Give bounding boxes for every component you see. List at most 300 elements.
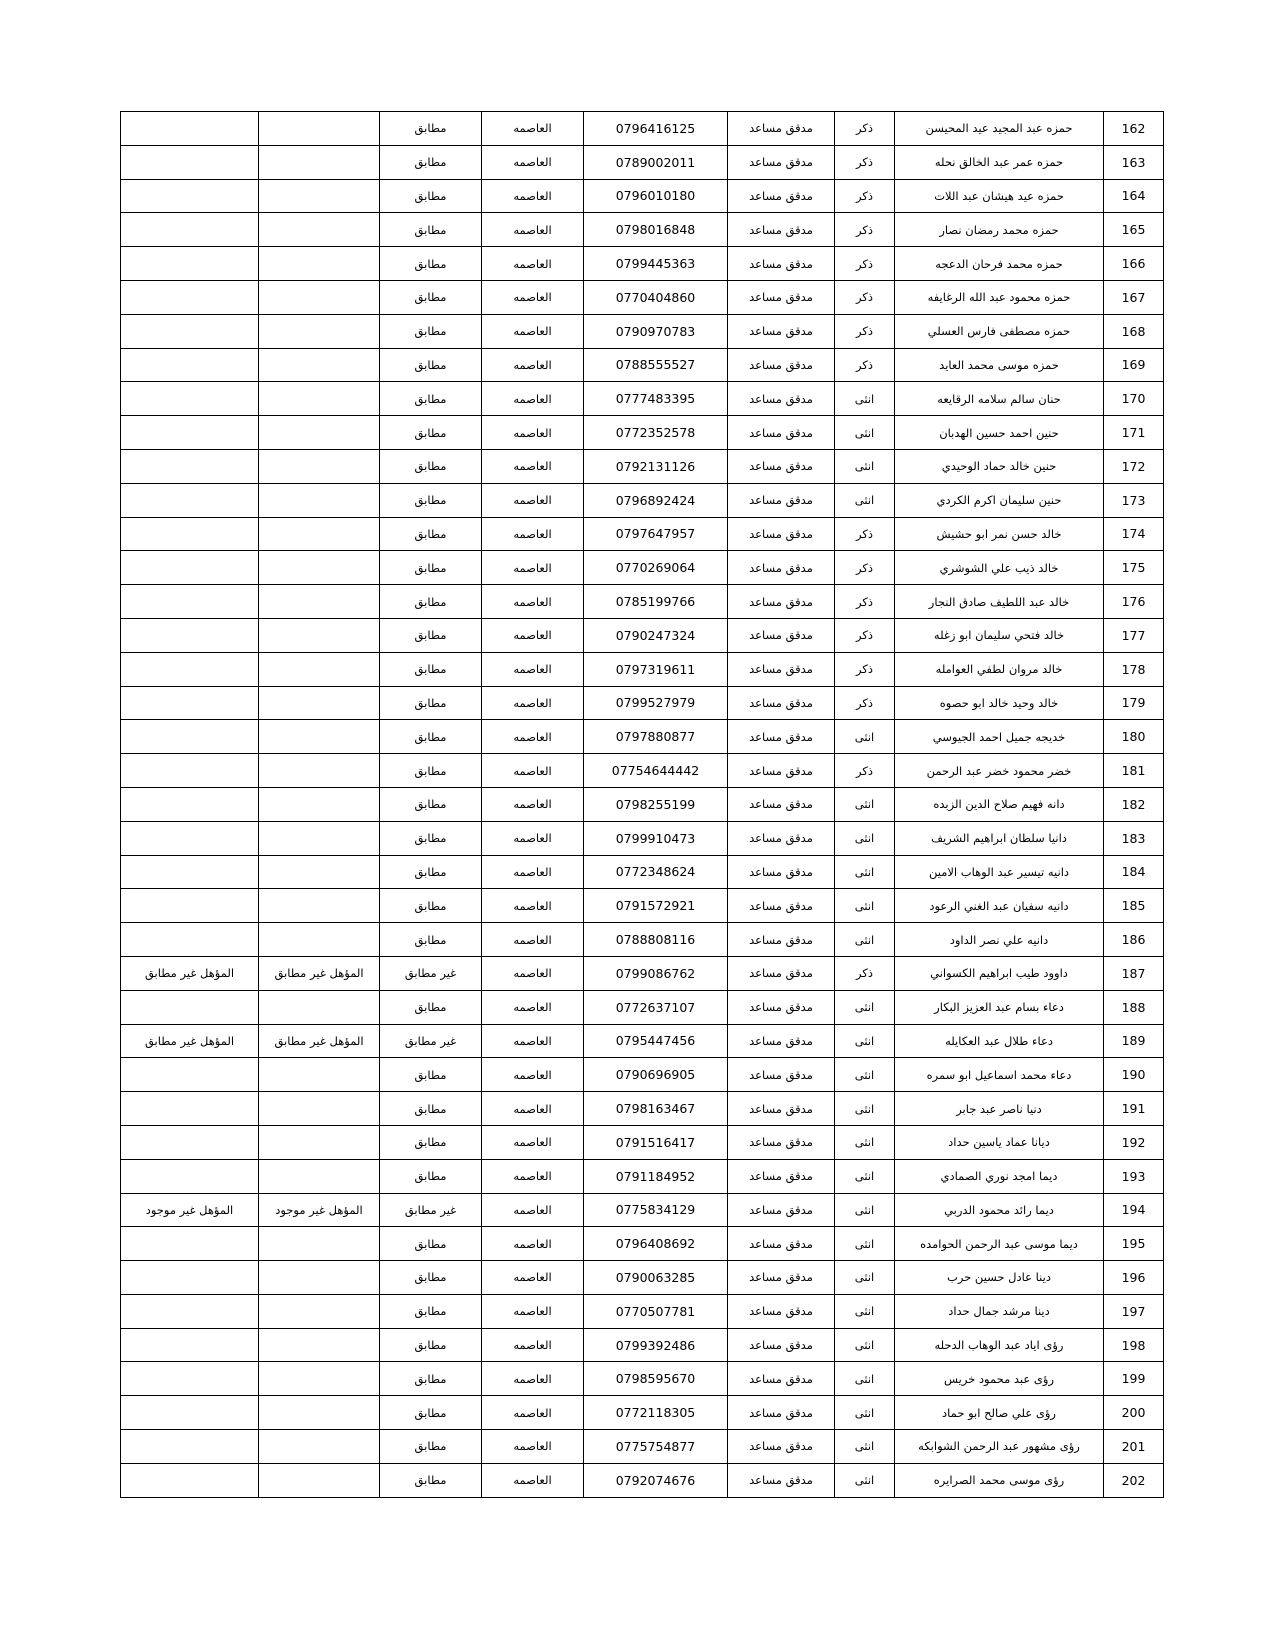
row-number-cell: 179 xyxy=(1104,686,1164,720)
qualification-remark-cell xyxy=(121,855,259,889)
table-row xyxy=(121,449,1164,483)
match-status-cell: مطابق xyxy=(380,1463,482,1497)
qualification-remark-cell xyxy=(121,382,259,416)
phone-number-cell: 0775834129 xyxy=(584,1193,728,1227)
qualification-remark-cell xyxy=(121,720,259,754)
region-cell: العاصمه xyxy=(482,112,584,146)
qualification-note-cell xyxy=(259,686,380,720)
region-cell: العاصمه xyxy=(482,382,584,416)
table-row xyxy=(121,213,1164,247)
job-title-cell: مدقق مساعد xyxy=(728,348,835,382)
row-number-cell: 195 xyxy=(1104,1227,1164,1261)
qualification-note-cell xyxy=(259,618,380,652)
phone-number-cell: 0799445363 xyxy=(584,247,728,281)
job-title-cell: مدقق مساعد xyxy=(728,1328,835,1362)
table-row xyxy=(121,585,1164,619)
table-row xyxy=(121,1092,1164,1126)
region-cell: العاصمه xyxy=(482,585,584,619)
qualification-note-cell xyxy=(259,1396,380,1430)
qualification-remark-cell: المؤهل غير مطابق xyxy=(121,1024,259,1058)
qualification-remark-cell xyxy=(121,145,259,179)
match-status-cell: مطابق xyxy=(380,179,482,213)
qualification-note-cell xyxy=(259,1463,380,1497)
gender-cell: انثى xyxy=(835,1227,895,1261)
job-title-cell: مدقق مساعد xyxy=(728,112,835,146)
table-row xyxy=(121,1430,1164,1464)
qualification-remark-cell: المؤهل غير موجود xyxy=(121,1193,259,1227)
table-row xyxy=(121,1159,1164,1193)
phone-number-cell: 0791516417 xyxy=(584,1125,728,1159)
gender-cell: انثى xyxy=(835,1092,895,1126)
phone-number-cell: 0788555527 xyxy=(584,348,728,382)
qualification-note-cell xyxy=(259,348,380,382)
job-title-cell: مدقق مساعد xyxy=(728,382,835,416)
job-title-cell: مدقق مساعد xyxy=(728,1261,835,1295)
applicant-name-cell: دينا مرشد جمال حداد xyxy=(895,1294,1104,1328)
qualification-remark-cell xyxy=(121,889,259,923)
row-number-cell: 180 xyxy=(1104,720,1164,754)
applicant-name-cell: رؤى علي صالح ابو حماد xyxy=(895,1396,1104,1430)
region-cell: العاصمه xyxy=(482,179,584,213)
qualification-remark-cell xyxy=(121,1159,259,1193)
region-cell: العاصمه xyxy=(482,1328,584,1362)
region-cell: العاصمه xyxy=(482,956,584,990)
region-cell: العاصمه xyxy=(482,1261,584,1295)
match-status-cell: مطابق xyxy=(380,754,482,788)
applicant-name-cell: حمزه محمد فرحان الدعجه xyxy=(895,247,1104,281)
gender-cell: ذكر xyxy=(835,213,895,247)
qualification-note-cell xyxy=(259,1159,380,1193)
table-row xyxy=(121,686,1164,720)
region-cell: العاصمه xyxy=(482,213,584,247)
region-cell: العاصمه xyxy=(482,686,584,720)
gender-cell: ذكر xyxy=(835,585,895,619)
gender-cell: ذكر xyxy=(835,314,895,348)
match-status-cell: مطابق xyxy=(380,889,482,923)
table-row xyxy=(121,720,1164,754)
qualification-remark-cell xyxy=(121,1362,259,1396)
qualification-note-cell xyxy=(259,314,380,348)
match-status-cell: مطابق xyxy=(380,1159,482,1193)
gender-cell: ذكر xyxy=(835,618,895,652)
table-row xyxy=(121,855,1164,889)
phone-number-cell: 0797647957 xyxy=(584,517,728,551)
qualification-remark-cell xyxy=(121,923,259,957)
table-row xyxy=(121,416,1164,450)
qualification-remark-cell xyxy=(121,618,259,652)
qualification-note-cell xyxy=(259,821,380,855)
region-cell: العاصمه xyxy=(482,1092,584,1126)
phone-number-cell: 0785199766 xyxy=(584,585,728,619)
gender-cell: ذكر xyxy=(835,145,895,179)
region-cell: العاصمه xyxy=(482,449,584,483)
applicant-name-cell: خالد فتحي سليمان ابو زغله xyxy=(895,618,1104,652)
row-number-cell: 202 xyxy=(1104,1463,1164,1497)
region-cell: العاصمه xyxy=(482,1294,584,1328)
phone-number-cell: 0792074676 xyxy=(584,1463,728,1497)
job-title-cell: مدقق مساعد xyxy=(728,618,835,652)
qualification-note-cell xyxy=(259,483,380,517)
applicant-name-cell: حمزه موسى محمد العايد xyxy=(895,348,1104,382)
applicant-name-cell: دعاء بسام عبد العزيز البكار xyxy=(895,990,1104,1024)
region-cell: العاصمه xyxy=(482,551,584,585)
applicant-name-cell: رؤى اياد عبد الوهاب الدحله xyxy=(895,1328,1104,1362)
match-status-cell: مطابق xyxy=(380,855,482,889)
qualification-note-cell xyxy=(259,855,380,889)
job-title-cell: مدقق مساعد xyxy=(728,1058,835,1092)
region-cell: العاصمه xyxy=(482,145,584,179)
applicant-name-cell: دانيه تيسير عبد الوهاب الامين xyxy=(895,855,1104,889)
match-status-cell: مطابق xyxy=(380,1362,482,1396)
applicant-name-cell: خالد وحيد خالد ابو حصوه xyxy=(895,686,1104,720)
gender-cell: انثى xyxy=(835,1125,895,1159)
phone-number-cell: 0798255199 xyxy=(584,787,728,821)
job-title-cell: مدقق مساعد xyxy=(728,1159,835,1193)
job-title-cell: مدقق مساعد xyxy=(728,1193,835,1227)
qualification-remark-cell xyxy=(121,213,259,247)
applicant-name-cell: خالد عبد اللطيف صادق النجار xyxy=(895,585,1104,619)
qualification-remark-cell xyxy=(121,112,259,146)
job-title-cell: مدقق مساعد xyxy=(728,1092,835,1126)
qualification-remark-cell xyxy=(121,754,259,788)
gender-cell: انثى xyxy=(835,1159,895,1193)
qualification-remark-cell xyxy=(121,517,259,551)
row-number-cell: 174 xyxy=(1104,517,1164,551)
job-title-cell: مدقق مساعد xyxy=(728,1125,835,1159)
gender-cell: انثى xyxy=(835,855,895,889)
gender-cell: انثى xyxy=(835,1024,895,1058)
qualification-note-cell xyxy=(259,787,380,821)
applicant-name-cell: حمزه عبد المجيد عيد المحيسن xyxy=(895,112,1104,146)
qualification-note-cell xyxy=(259,720,380,754)
gender-cell: انثى xyxy=(835,1261,895,1295)
gender-cell: ذكر xyxy=(835,517,895,551)
region-cell: العاصمه xyxy=(482,923,584,957)
row-number-cell: 173 xyxy=(1104,483,1164,517)
qualification-remark-cell xyxy=(121,821,259,855)
table-row xyxy=(121,1463,1164,1497)
applicant-name-cell: خالد مروان لطفي العوامله xyxy=(895,652,1104,686)
qualification-remark-cell xyxy=(121,348,259,382)
job-title-cell: مدقق مساعد xyxy=(728,314,835,348)
phone-number-cell: 0777483395 xyxy=(584,382,728,416)
match-status-cell: مطابق xyxy=(380,990,482,1024)
phone-number-cell: 0772348624 xyxy=(584,855,728,889)
row-number-cell: 172 xyxy=(1104,449,1164,483)
match-status-cell: مطابق xyxy=(380,145,482,179)
row-number-cell: 193 xyxy=(1104,1159,1164,1193)
qualification-remark-cell xyxy=(121,179,259,213)
applicant-name-cell: حمزه عمر عبد الخالق نحله xyxy=(895,145,1104,179)
match-status-cell: مطابق xyxy=(380,247,482,281)
qualification-note-cell xyxy=(259,889,380,923)
applicant-name-cell: ديما امجد نوري الصمادي xyxy=(895,1159,1104,1193)
qualification-remark-cell xyxy=(121,990,259,1024)
qualification-note-cell xyxy=(259,416,380,450)
row-number-cell: 171 xyxy=(1104,416,1164,450)
qualification-remark-cell xyxy=(121,1463,259,1497)
qualification-remark-cell xyxy=(121,1328,259,1362)
match-status-cell: مطابق xyxy=(380,787,482,821)
applicant-name-cell: رؤى عبد محمود خريس xyxy=(895,1362,1104,1396)
applicant-name-cell: دينا عادل حسين حرب xyxy=(895,1261,1104,1295)
applicant-name-cell: ديما رائد محمود الدربي xyxy=(895,1193,1104,1227)
gender-cell: انثى xyxy=(835,1362,895,1396)
row-number-cell: 184 xyxy=(1104,855,1164,889)
qualification-note-cell xyxy=(259,145,380,179)
row-number-cell: 187 xyxy=(1104,956,1164,990)
row-number-cell: 165 xyxy=(1104,213,1164,247)
row-number-cell: 177 xyxy=(1104,618,1164,652)
job-title-cell: مدقق مساعد xyxy=(728,449,835,483)
row-number-cell: 189 xyxy=(1104,1024,1164,1058)
table-row xyxy=(121,179,1164,213)
region-cell: العاصمه xyxy=(482,1159,584,1193)
gender-cell: انثى xyxy=(835,923,895,957)
gender-cell: انثى xyxy=(835,990,895,1024)
gender-cell: ذكر xyxy=(835,179,895,213)
applicant-name-cell: خالد حسن نمر ابو حشيش xyxy=(895,517,1104,551)
region-cell: العاصمه xyxy=(482,754,584,788)
gender-cell: ذكر xyxy=(835,280,895,314)
row-number-cell: 167 xyxy=(1104,280,1164,314)
region-cell: العاصمه xyxy=(482,720,584,754)
qualification-remark-cell xyxy=(121,416,259,450)
row-number-cell: 198 xyxy=(1104,1328,1164,1362)
table-row xyxy=(121,1396,1164,1430)
table-row xyxy=(121,889,1164,923)
match-status-cell: مطابق xyxy=(380,1261,482,1295)
table-row xyxy=(121,618,1164,652)
match-status-cell: مطابق xyxy=(380,585,482,619)
table-row xyxy=(121,517,1164,551)
region-cell: العاصمه xyxy=(482,1058,584,1092)
table-row xyxy=(121,787,1164,821)
phone-number-cell: 0790063285 xyxy=(584,1261,728,1295)
phone-number-cell: 0798595670 xyxy=(584,1362,728,1396)
phone-number-cell: 0796408692 xyxy=(584,1227,728,1261)
job-title-cell: مدقق مساعد xyxy=(728,1362,835,1396)
region-cell: العاصمه xyxy=(482,280,584,314)
gender-cell: انثى xyxy=(835,1430,895,1464)
job-title-cell: مدقق مساعد xyxy=(728,483,835,517)
gender-cell: ذكر xyxy=(835,652,895,686)
phone-number-cell: 0791572921 xyxy=(584,889,728,923)
job-title-cell: مدقق مساعد xyxy=(728,517,835,551)
gender-cell: ذكر xyxy=(835,686,895,720)
applicant-name-cell: رؤى مشهور عبد الرحمن الشوابكه xyxy=(895,1430,1104,1464)
applicant-name-cell: دعاء محمد اسماعيل ابو سمره xyxy=(895,1058,1104,1092)
match-status-cell: مطابق xyxy=(380,686,482,720)
applicant-name-cell: حمزه عيد هيشان عبد اللات xyxy=(895,179,1104,213)
region-cell: العاصمه xyxy=(482,787,584,821)
phone-number-cell: 0790696905 xyxy=(584,1058,728,1092)
table-row xyxy=(121,382,1164,416)
records-table xyxy=(120,111,1164,1498)
qualification-note-cell xyxy=(259,1294,380,1328)
gender-cell: انثى xyxy=(835,1294,895,1328)
region-cell: العاصمه xyxy=(482,416,584,450)
qualification-remark-cell: المؤهل غير مطابق xyxy=(121,956,259,990)
table-row xyxy=(121,821,1164,855)
table-row xyxy=(121,314,1164,348)
row-number-cell: 166 xyxy=(1104,247,1164,281)
phone-number-cell: 0770404860 xyxy=(584,280,728,314)
row-number-cell: 182 xyxy=(1104,787,1164,821)
match-status-cell: مطابق xyxy=(380,1328,482,1362)
phone-number-cell: 0796892424 xyxy=(584,483,728,517)
job-title-cell: مدقق مساعد xyxy=(728,1227,835,1261)
row-number-cell: 186 xyxy=(1104,923,1164,957)
region-cell: العاصمه xyxy=(482,1125,584,1159)
qualification-remark-cell xyxy=(121,1261,259,1295)
phone-number-cell: 0770507781 xyxy=(584,1294,728,1328)
match-status-cell: مطابق xyxy=(380,213,482,247)
match-status-cell: مطابق xyxy=(380,1125,482,1159)
row-number-cell: 188 xyxy=(1104,990,1164,1024)
table-row xyxy=(121,1058,1164,1092)
gender-cell: انثى xyxy=(835,1396,895,1430)
applicant-name-cell: خديجه جميل احمد الجيوسي xyxy=(895,720,1104,754)
row-number-cell: 200 xyxy=(1104,1396,1164,1430)
region-cell: العاصمه xyxy=(482,821,584,855)
gender-cell: انثى xyxy=(835,1193,895,1227)
match-status-cell: مطابق xyxy=(380,314,482,348)
qualification-remark-cell xyxy=(121,551,259,585)
qualification-remark-cell xyxy=(121,1396,259,1430)
region-cell: العاصمه xyxy=(482,1463,584,1497)
applicant-name-cell: دانه فهيم صلاح الدين الزبده xyxy=(895,787,1104,821)
table-row xyxy=(121,348,1164,382)
applicant-name-cell: خالد ذيب علي الشوشري xyxy=(895,551,1104,585)
phone-number-cell: 0798163467 xyxy=(584,1092,728,1126)
phone-number-cell: 0796010180 xyxy=(584,179,728,213)
applicant-name-cell: دانيه علي نصر الداود xyxy=(895,923,1104,957)
match-status-cell: مطابق xyxy=(380,449,482,483)
table-row xyxy=(121,145,1164,179)
gender-cell: انثى xyxy=(835,720,895,754)
gender-cell: ذكر xyxy=(835,754,895,788)
qualification-remark-cell xyxy=(121,652,259,686)
match-status-cell: مطابق xyxy=(380,517,482,551)
phone-number-cell: 0770269064 xyxy=(584,551,728,585)
gender-cell: انثى xyxy=(835,1328,895,1362)
table-row xyxy=(121,1294,1164,1328)
qualification-note-cell xyxy=(259,179,380,213)
gender-cell: انثى xyxy=(835,416,895,450)
phone-number-cell: 0799086762 xyxy=(584,956,728,990)
region-cell: العاصمه xyxy=(482,1430,584,1464)
table-row xyxy=(121,1362,1164,1396)
job-title-cell: مدقق مساعد xyxy=(728,720,835,754)
phone-number-cell: 0772118305 xyxy=(584,1396,728,1430)
match-status-cell: مطابق xyxy=(380,280,482,314)
gender-cell: انثى xyxy=(835,1058,895,1092)
match-status-cell: مطابق xyxy=(380,821,482,855)
qualification-note-cell xyxy=(259,382,380,416)
gender-cell: انثى xyxy=(835,382,895,416)
match-status-cell: مطابق xyxy=(380,720,482,754)
job-title-cell: مدقق مساعد xyxy=(728,821,835,855)
qualification-remark-cell xyxy=(121,280,259,314)
match-status-cell: مطابق xyxy=(380,1092,482,1126)
row-number-cell: 163 xyxy=(1104,145,1164,179)
qualification-note-cell xyxy=(259,551,380,585)
gender-cell: انثى xyxy=(835,787,895,821)
job-title-cell: مدقق مساعد xyxy=(728,1463,835,1497)
row-number-cell: 164 xyxy=(1104,179,1164,213)
match-status-cell: مطابق xyxy=(380,1294,482,1328)
applicant-name-cell: دعاء طلال عبد العكايله xyxy=(895,1024,1104,1058)
match-status-cell: مطابق xyxy=(380,1396,482,1430)
gender-cell: انثى xyxy=(835,449,895,483)
qualification-note-cell: المؤهل غير موجود xyxy=(259,1193,380,1227)
row-number-cell: 190 xyxy=(1104,1058,1164,1092)
row-number-cell: 201 xyxy=(1104,1430,1164,1464)
row-number-cell: 176 xyxy=(1104,585,1164,619)
qualification-note-cell xyxy=(259,1058,380,1092)
applicant-name-cell: رؤى موسى محمد الصرايره xyxy=(895,1463,1104,1497)
row-number-cell: 170 xyxy=(1104,382,1164,416)
table-row xyxy=(121,1227,1164,1261)
region-cell: العاصمه xyxy=(482,1193,584,1227)
applicant-name-cell: حمزه محمود عبد الله الرغايفه xyxy=(895,280,1104,314)
match-status-cell: غير مطابق xyxy=(380,1193,482,1227)
gender-cell: ذكر xyxy=(835,348,895,382)
qualification-note-cell xyxy=(259,1430,380,1464)
job-title-cell: مدقق مساعد xyxy=(728,551,835,585)
applicant-name-cell: خضر محمود خضر عبد الرحمن xyxy=(895,754,1104,788)
qualification-remark-cell xyxy=(121,686,259,720)
table-row xyxy=(121,1261,1164,1295)
qualification-note-cell xyxy=(259,923,380,957)
gender-cell: ذكر xyxy=(835,956,895,990)
match-status-cell: مطابق xyxy=(380,348,482,382)
phone-number-cell: 0797880877 xyxy=(584,720,728,754)
region-cell: العاصمه xyxy=(482,1362,584,1396)
qualification-note-cell xyxy=(259,1362,380,1396)
qualification-note-cell xyxy=(259,585,380,619)
region-cell: العاصمه xyxy=(482,314,584,348)
match-status-cell: مطابق xyxy=(380,923,482,957)
gender-cell: ذكر xyxy=(835,112,895,146)
gender-cell: انثى xyxy=(835,889,895,923)
job-title-cell: مدقق مساعد xyxy=(728,889,835,923)
records-body xyxy=(121,112,1164,1498)
qualification-remark-cell xyxy=(121,1058,259,1092)
qualification-remark-cell xyxy=(121,1125,259,1159)
table-row xyxy=(121,956,1164,990)
phone-number-cell: 0790247324 xyxy=(584,618,728,652)
match-status-cell: غير مطابق xyxy=(380,956,482,990)
table-row xyxy=(121,923,1164,957)
match-status-cell: مطابق xyxy=(380,112,482,146)
phone-number-cell: 0799392486 xyxy=(584,1328,728,1362)
match-status-cell: مطابق xyxy=(380,483,482,517)
gender-cell: ذكر xyxy=(835,247,895,281)
qualification-remark-cell xyxy=(121,314,259,348)
region-cell: العاصمه xyxy=(482,1024,584,1058)
applicant-name-cell: ديما موسى عبد الرحمن الحوامده xyxy=(895,1227,1104,1261)
job-title-cell: مدقق مساعد xyxy=(728,213,835,247)
row-number-cell: 168 xyxy=(1104,314,1164,348)
region-cell: العاصمه xyxy=(482,652,584,686)
applicant-name-cell: حمزه مصطفى فارس العسلي xyxy=(895,314,1104,348)
qualification-note-cell xyxy=(259,754,380,788)
phone-number-cell: 0798016848 xyxy=(584,213,728,247)
gender-cell: ذكر xyxy=(835,551,895,585)
job-title-cell: مدقق مساعد xyxy=(728,990,835,1024)
